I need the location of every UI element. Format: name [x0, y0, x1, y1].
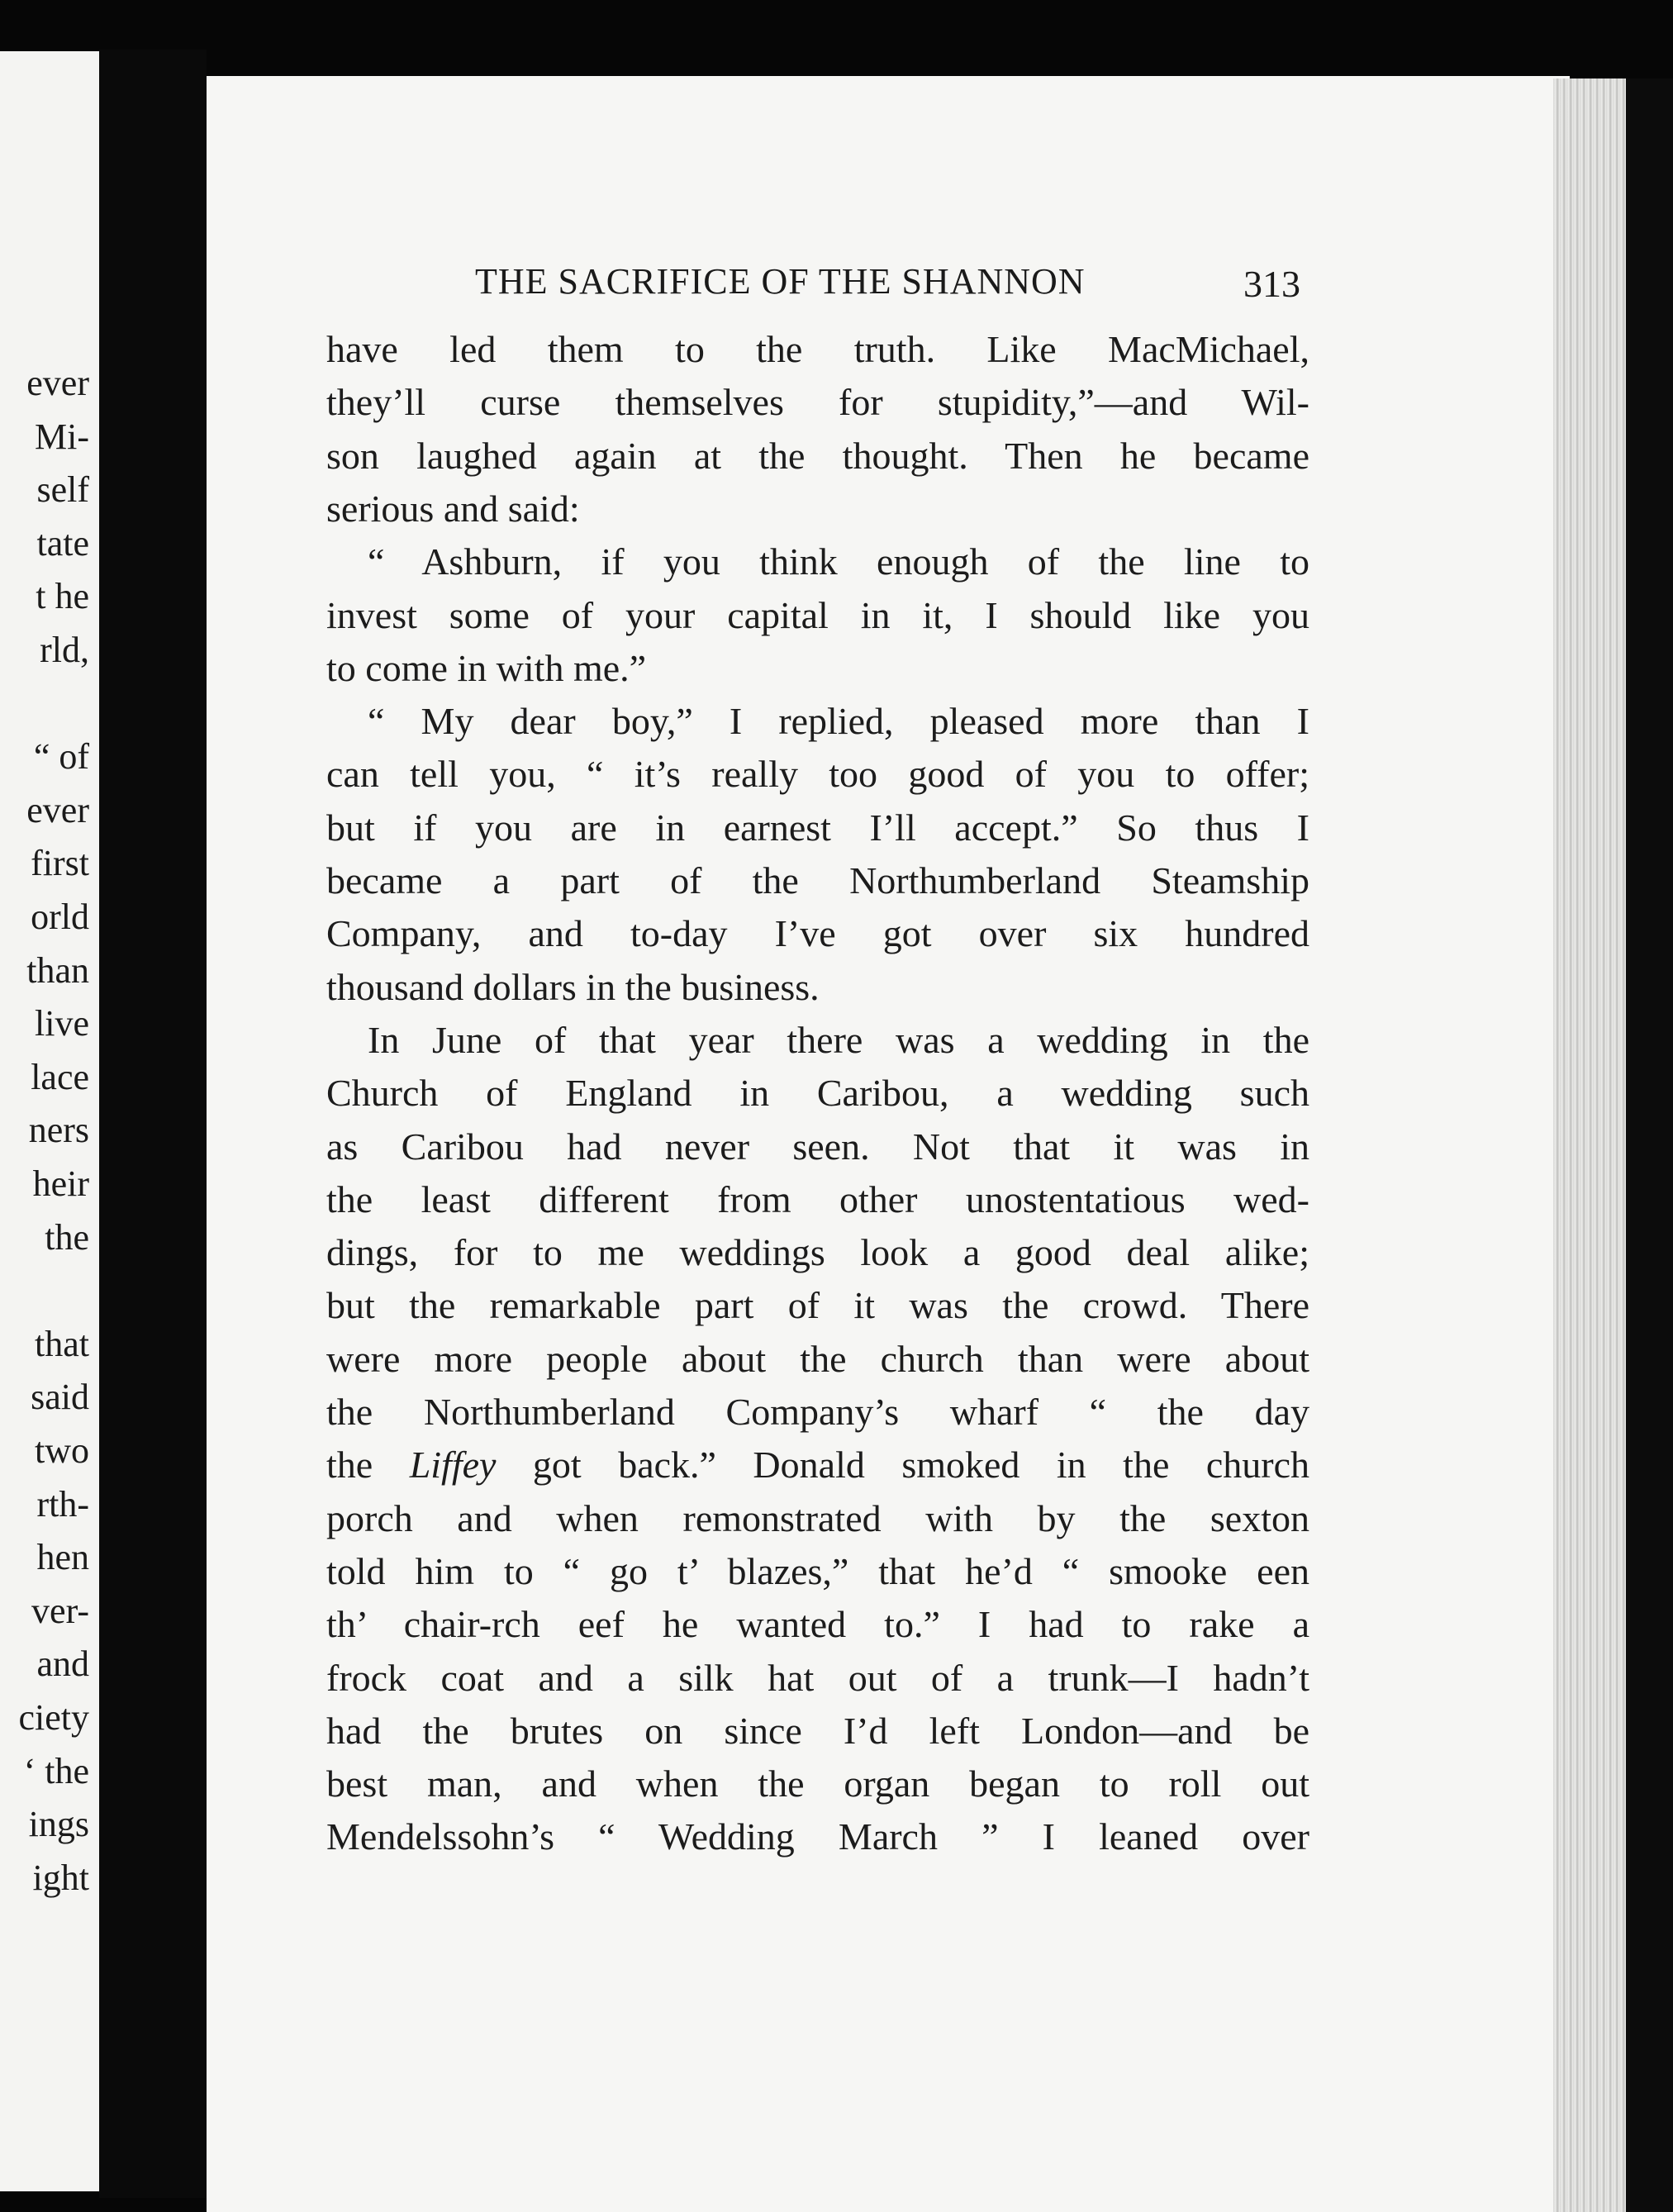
scan-border	[1626, 78, 1673, 2212]
text-line: they’ll curse themselves for stupidity,”—and Wil-	[326, 381, 1309, 423]
text-line: but if you are in earnest I’ll accept.” So thus I	[326, 806, 1309, 849]
facing-page-fragment: live	[35, 1003, 89, 1044]
facing-page-fragment: orld	[31, 897, 89, 937]
facing-page-fragment: ‘ the	[23, 1751, 89, 1791]
text-line: thousand dollars in the business.	[326, 966, 820, 1008]
text-line: best man, and when the organ began to roll out	[326, 1762, 1309, 1805]
text-line: “ My dear boy,” I replied, pleased more than I	[368, 700, 1309, 742]
text-line: serious and said:	[326, 488, 580, 530]
text-line: became a part of the Northumberland Steamship	[326, 859, 1309, 901]
facing-page-fragment: two	[35, 1430, 89, 1471]
facing-page-left	[0, 51, 99, 2191]
facing-page-fragment: heir	[32, 1163, 89, 1204]
text-line: had the brutes on since I’d left London—and be	[326, 1710, 1309, 1752]
text-line: porch and when remonstrated with by the sexton	[326, 1497, 1309, 1539]
text-line: but the remarkable part of it was the crowd. There	[326, 1284, 1309, 1326]
text-line: th’ chair-rch eef he wanted to.” I had to rake a	[326, 1603, 1309, 1645]
facing-page-fragment: ners	[28, 1110, 89, 1150]
text-span: the	[326, 1444, 410, 1486]
facing-page-fragment: rld,	[40, 630, 89, 670]
page-edges	[1553, 78, 1628, 2212]
facing-page-fragment: ight	[32, 1858, 89, 1898]
text-span: got back.” Donald smoked in the church	[496, 1444, 1309, 1486]
facing-page-fragment: the	[45, 1217, 89, 1258]
text-line: “ Ashburn, if you think enough of the line to	[368, 540, 1309, 583]
facing-page-fragment: ver-	[31, 1591, 89, 1631]
facing-page-fragment: ings	[28, 1804, 89, 1844]
facing-page-fragment: ever	[26, 790, 89, 830]
text-line: Mendelssohn’s “ Wedding March ” I leaned over	[326, 1815, 1309, 1858]
facing-page-fragment: tate	[36, 523, 89, 564]
text-line: the least different from other unostentatious wed-	[326, 1178, 1309, 1220]
text-line: invest some of your capital in it, I should like you	[326, 594, 1309, 636]
text-line	[326, 1446, 1309, 1484]
facing-page-fragment: that	[35, 1324, 89, 1364]
facing-page-fragment: self	[36, 469, 89, 510]
italic-ship-name: Liffey	[409, 1444, 497, 1486]
facing-page-fragment: ever	[26, 363, 89, 403]
facing-page-fragment: lace	[31, 1057, 89, 1097]
facing-page-fragment: said	[31, 1377, 89, 1417]
text-line: were more people about the church than were about	[326, 1338, 1309, 1380]
facing-page-fragment: hen	[36, 1537, 89, 1577]
text-line: to come in with me.”	[326, 647, 647, 689]
book-gutter	[99, 50, 207, 2198]
text-line: In June of that year there was a wedding in the	[368, 1019, 1309, 1061]
facing-page-fragment: ciety	[18, 1697, 89, 1738]
facing-page-fragment: Mi-	[35, 416, 89, 457]
text-line: have led them to the truth. Like MacMichael,	[326, 328, 1309, 370]
text-line: told him to “ go t’ blazes,” that he’d “ smooke een	[326, 1550, 1309, 1592]
text-line: Church of England in Caribou, a wedding such	[326, 1072, 1309, 1114]
text-line: Company, and to-day I’ve got over six hundred	[326, 912, 1309, 954]
running-head: THE SACRIFICE OF THE SHANNON	[475, 261, 1086, 302]
text-line: son laughed again at the thought. Then he became	[326, 435, 1309, 477]
facing-page-fragment: rth-	[36, 1484, 89, 1525]
facing-page-fragment: t he	[36, 576, 89, 616]
facing-page-fragment: “ of	[33, 736, 89, 777]
page-number: 313	[1243, 263, 1300, 305]
facing-page-fragment: and	[36, 1644, 89, 1684]
facing-page-fragment: first	[31, 843, 89, 883]
text-line: dings, for to me weddings look a good deal alike;	[326, 1231, 1309, 1273]
text-line: frock coat and a silk hat out of a trunk—I hadn’t	[326, 1657, 1309, 1699]
text-line: can tell you, “ it’s really too good of you to offer;	[326, 753, 1309, 795]
text-line: as Caribou had never seen. Not that it was in	[326, 1125, 1309, 1168]
facing-page-fragment: than	[26, 950, 89, 991]
text-line: the Northumberland Company’s wharf “ the day	[326, 1391, 1309, 1433]
